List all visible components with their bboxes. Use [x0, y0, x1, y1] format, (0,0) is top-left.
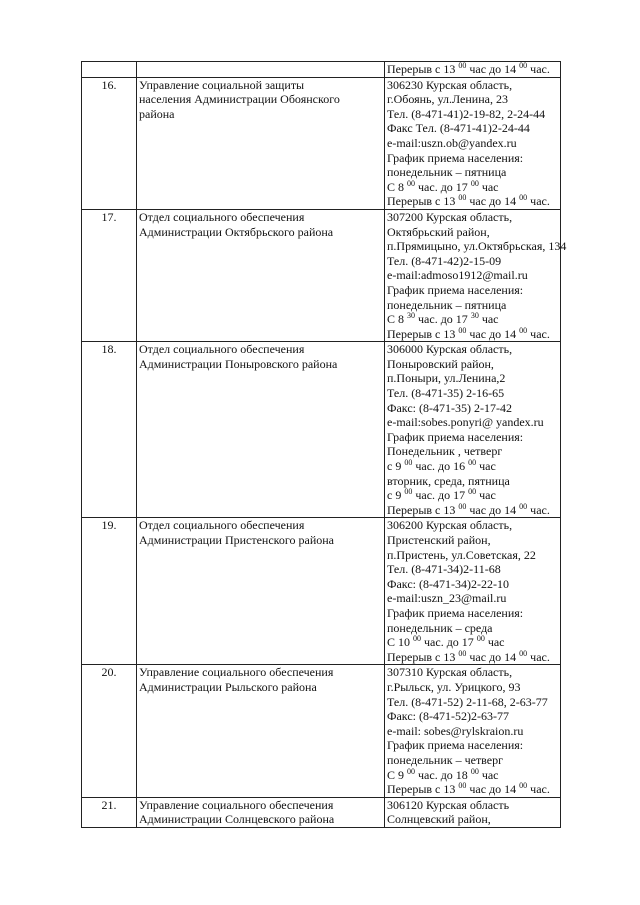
- text-line: 307310 Курская область,: [387, 665, 513, 680]
- text-line: п.Пристень, ул.Советская, 22: [387, 547, 536, 562]
- contact-details: [385, 62, 561, 78]
- text-line: С 10 $^{00}$ час. до 17 $^{00}$ час: [387, 634, 505, 650]
- organization-name: [137, 342, 385, 518]
- row-number: 21.: [82, 797, 137, 827]
- text-line: Перерыв с 13 $^{00}$ час до 14 $^{00}$ час.: [387, 193, 550, 209]
- offices-table-body: [82, 61, 567, 828]
- text-line: Администрации Рыльского района: [139, 679, 317, 694]
- row-number: 19.: [82, 518, 137, 665]
- text-line: e-mail:uszn_23@mail.ru: [387, 591, 507, 606]
- contact-details: [385, 518, 561, 665]
- text-line: Перерыв с 13 $^{00}$ час до 14 $^{00}$ час.: [387, 648, 550, 664]
- table-row: [82, 342, 561, 518]
- text-line: Перерыв с 13 $^{00}$ час до 14 $^{00}$ час.: [387, 325, 550, 341]
- contact-details: [385, 342, 561, 518]
- text-line: e-mail:admoso1912@mail.ru: [387, 268, 528, 283]
- contact-details: [385, 77, 561, 209]
- text-line: Факс Тел. (8-471-41)2-24-44: [387, 121, 530, 136]
- row-number: 20.: [82, 665, 137, 797]
- text-line: Администрации Пристенского района: [139, 533, 335, 547]
- text-line: Перерыв с 13 $^{00}$ час до 14 $^{00}$ час.: [387, 501, 550, 517]
- text-line: Пристенский район,: [387, 533, 491, 547]
- text-line: e-mail: sobes@rylskraion.ru: [387, 723, 524, 738]
- text-line: Поныровский район,: [387, 356, 494, 371]
- text-line: п.Прямицыно, ул.Октябрьская, 134: [387, 239, 567, 254]
- text-line: Факс: (8-471-35) 2-17-42: [387, 400, 512, 415]
- organization-name: [137, 77, 385, 209]
- contact-details: [385, 209, 567, 341]
- text-line: с 9 $^{00}$ час. до 17 $^{00}$ час: [387, 487, 496, 503]
- text-line: 306000 Курская область,: [387, 342, 513, 357]
- text-line: г.Обоянь, ул.Ленина, 23: [387, 92, 508, 107]
- text-line: Понедельник , четверг: [387, 444, 503, 459]
- text-line: e-mail:uszn.ob@yandex.ru: [387, 135, 517, 150]
- organization-name: [137, 665, 385, 797]
- text-line: Тел. (8-471-52) 2-11-68, 2-63-77: [387, 694, 548, 709]
- table-row: [82, 77, 561, 209]
- text-line: населения Администрации Обоянского: [139, 92, 340, 107]
- text-line: Перерыв с 13 $^{00}$ час до 14 $^{00}$ час.: [387, 781, 550, 797]
- text-line: Октябрьский район,: [387, 224, 490, 239]
- row-number: 16.: [82, 77, 137, 209]
- text-line: района: [139, 106, 175, 121]
- text-line: График приема населения:: [387, 429, 524, 444]
- text-line: понедельник – среда: [387, 620, 493, 635]
- text-line: Отдел социального обеспечения: [139, 209, 305, 224]
- table-row: [82, 797, 561, 827]
- text-line: 307200 Курская область,: [387, 209, 513, 224]
- text-line: Отдел социального обеспечения: [139, 518, 305, 533]
- row-number: [82, 62, 137, 78]
- text-line: Перерыв с 13 $^{00}$ час до 14 $^{00}$ час.: [387, 61, 550, 76]
- text-line: п.Поныри, ул.Ленина,2: [387, 371, 506, 386]
- contact-details: [385, 665, 561, 797]
- text-line: Отдел социального обеспечения: [139, 342, 305, 357]
- text-line: e-mail:sobes.ponyri@ yandex.ru: [387, 415, 544, 430]
- text-line: с 9 $^{00}$ час. до 16 $^{00}$ час: [387, 458, 496, 474]
- text-line: С 9 $^{00}$ час. до 18 $^{00}$ час: [387, 766, 499, 782]
- text-line: С 8 $^{00}$ час. до 17 $^{00}$ час: [387, 178, 499, 194]
- text-line: Тел. (8-471-34)2-11-68: [387, 562, 501, 577]
- table-row: [82, 62, 561, 78]
- text-line: Управление социальной защиты: [139, 77, 305, 92]
- text-line: Администрации Поныровского района: [139, 356, 338, 371]
- text-line: 306200 Курская область,: [387, 518, 513, 533]
- text-line: 306230 Курская область,: [387, 77, 513, 92]
- text-line: вторник, среда, пятница: [387, 473, 510, 488]
- text-line: Тел. (8-471-42)2-15-09: [387, 253, 502, 268]
- text-line: Факс: (8-471-34)2-22-10: [387, 576, 509, 591]
- text-line: понедельник – пятница: [387, 165, 507, 180]
- text-line: понедельник – четверг: [387, 752, 504, 767]
- text-line: Тел. (8-471-41)2-19-82, 2-24-44: [387, 106, 546, 121]
- table-row: [82, 665, 561, 797]
- organization-name: [137, 797, 385, 827]
- text-line: Факс: (8-471-52)2-63-77: [387, 709, 509, 724]
- text-line: С 8 $^{30}$ час. до 17 $^{30}$ час: [387, 311, 499, 327]
- text-line: Администрации Октябрьского района: [139, 224, 334, 239]
- text-line: 306120 Курская область: [387, 797, 510, 812]
- text-line: График приема населения:: [387, 282, 524, 297]
- row-number: 18.: [82, 342, 137, 518]
- text-line: понедельник – пятница: [387, 297, 507, 312]
- table-row: [82, 209, 561, 341]
- text-line: Администрации Солнцевского района: [139, 812, 335, 827]
- table-row: [82, 518, 561, 665]
- text-line: Управление социального обеспечения: [139, 797, 334, 812]
- offices-table: [81, 61, 567, 828]
- row-number: 17.: [82, 209, 137, 341]
- text-line: График приема населения:: [387, 150, 524, 165]
- organization-name: [137, 518, 385, 665]
- text-line: График приема населения:: [387, 738, 524, 753]
- text-line: Управление социального обеспечения: [139, 665, 334, 680]
- text-line: Солнцевский район,: [387, 812, 491, 827]
- organization-name: [137, 62, 385, 78]
- organization-name: [137, 209, 385, 341]
- text-line: г.Рыльск, ул. Урицкого, 93: [387, 679, 521, 694]
- contact-details: [385, 797, 561, 827]
- text-line: График приема населения:: [387, 605, 524, 620]
- text-line: Тел. (8-471-35) 2-16-65: [387, 386, 505, 401]
